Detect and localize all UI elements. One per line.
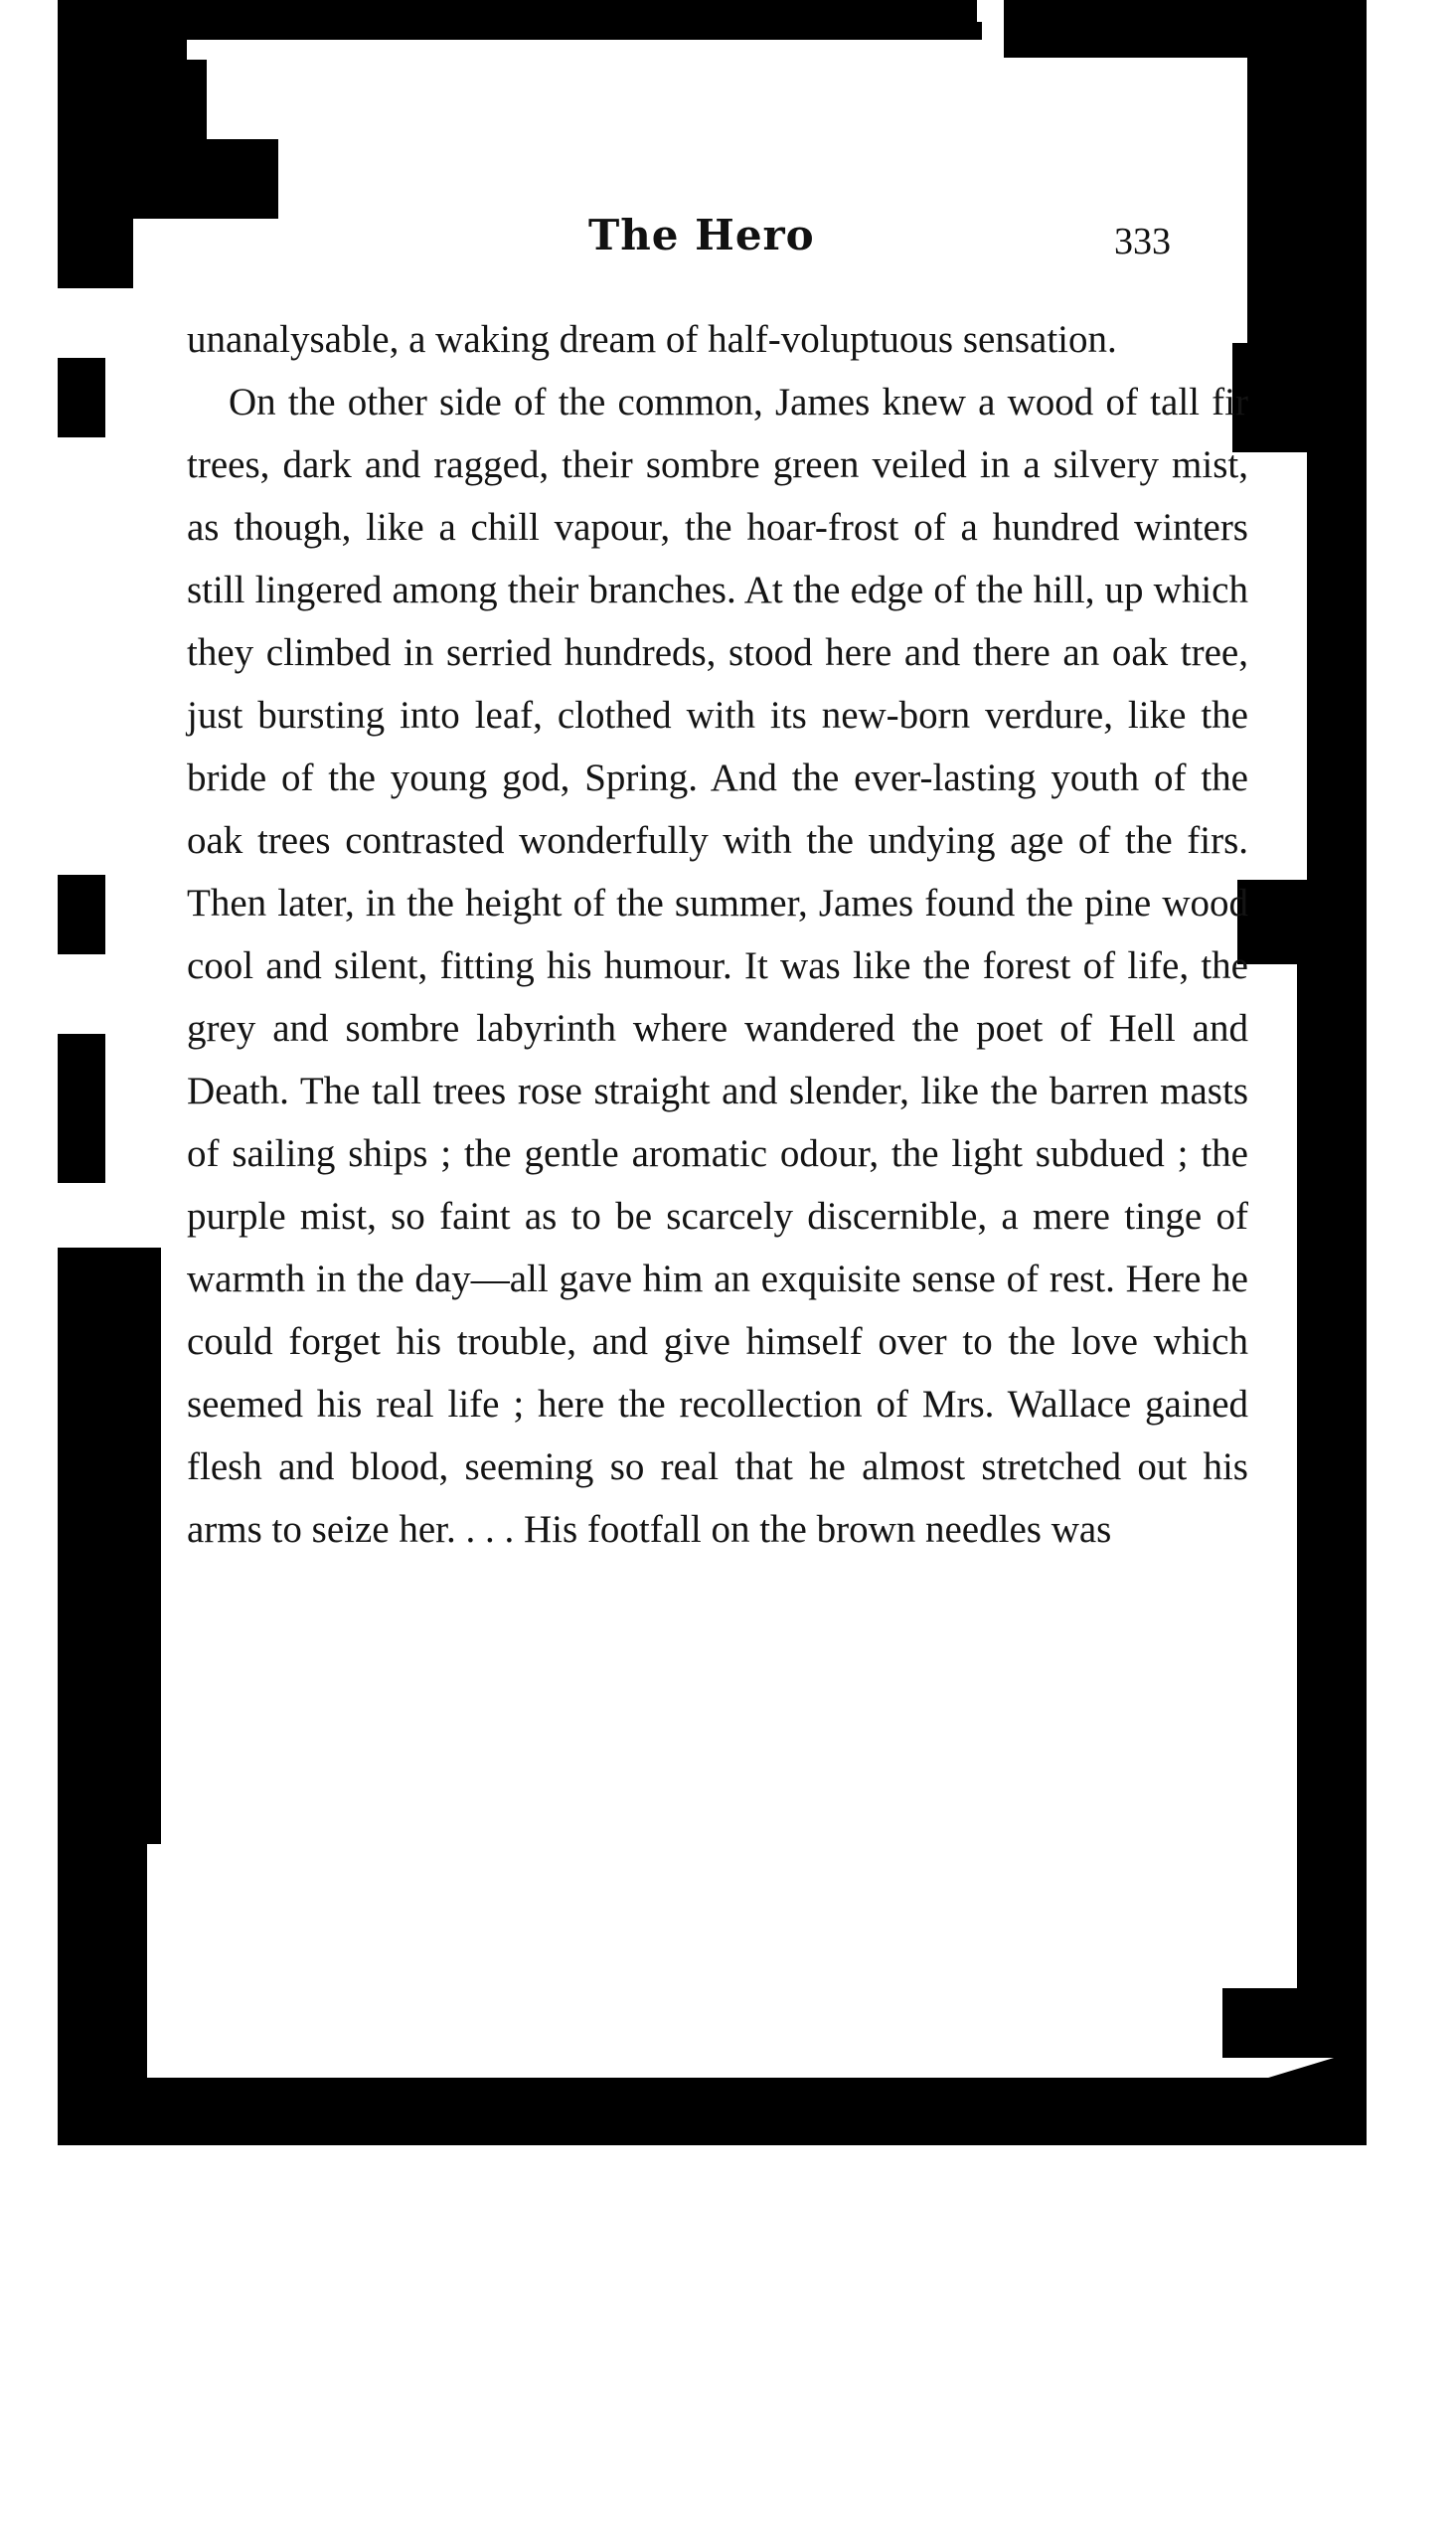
running-title: The Hero (588, 211, 815, 259)
body-text (187, 308, 1248, 1561)
paragraph-continued: unanalysable, a waking dream of half-voluptuous sensation. (187, 318, 1117, 361)
book-page (58, 52, 1290, 2050)
scan-border-top (58, 0, 977, 22)
scan-right-shadow-low (1297, 964, 1367, 2038)
scan-border-bottom (58, 2078, 1367, 2145)
scan-border-bottom-rise (58, 2048, 1367, 2080)
scan-right-shadow-mid (1307, 452, 1367, 880)
page-header (58, 201, 1290, 270)
page-number: 333 (1114, 221, 1171, 262)
paragraph: On the other side of the common, James knew a wood of tall fir trees, dark and ragged, their sombre green veiled in a silvery mist, as though, like a chill vapour, the hoar-frost of a hundred winters still lingered among their branches. At the edge of the hill, up which they climbed in serried hundreds, stood here and there an oak tree, just bursting into leaf, clothed with its new-born verdure, like the bride of the young god, Spring. And the ever-lasting youth of the oak trees contrasted wonderfully with the undying age of the firs. Then later, in the height of the summer, James found the pine wood cool and silent, fitting his humour. It was like the forest of life, the grey and sombre labyrinth where wandered the poet of Hell and Death. The tall trees rose straight and slender, like the barren masts of sailing ships ; the gentle aromatic odour, the light subdued ; the purple mist, so faint as to be scarcely discernible, a mere tinge of warmth in the day—all gave him an exquisite sense of rest. Here he could forget his trouble, and give himself over to the love which seemed his real life ; here the recollection of Mrs. Wallace gained flesh and blood, seeming so real that he almost stretched out his arms to seize her. . . . His footfall on the brown needles was (187, 381, 1248, 1551)
scan-border-top-strip (187, 22, 982, 40)
